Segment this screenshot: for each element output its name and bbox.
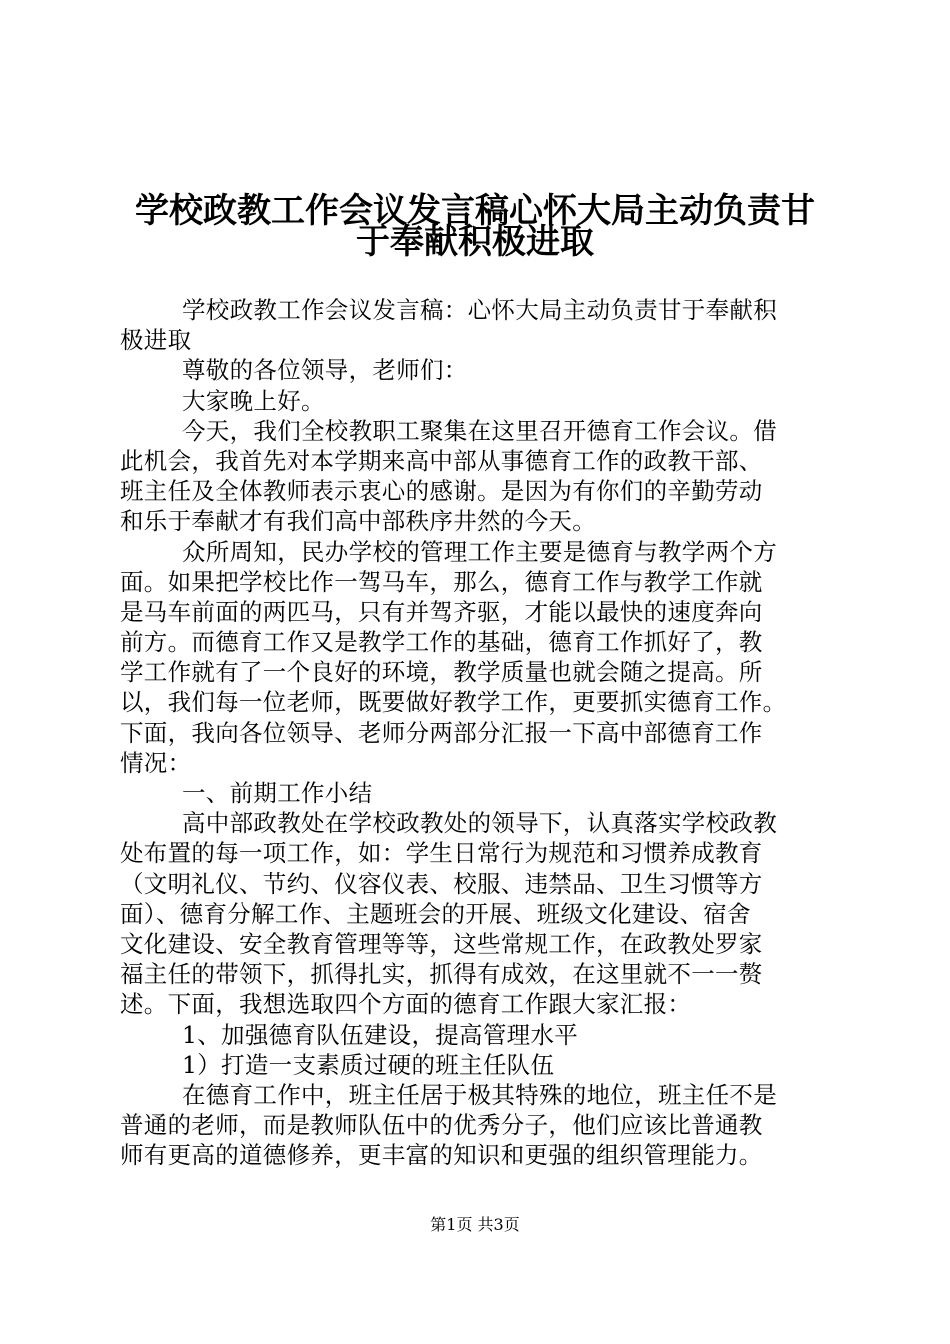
text-line: 此机会，我首先对本学期来高中部从事德育工作的政教干部、 — [120, 446, 763, 475]
document-title-line-1: 学校政教工作会议发言稿心怀大局主动负责甘 — [135, 191, 815, 231]
text-line: 面）、德育分解工作、主题班会的开展、班级文化建设、宿舍 — [120, 899, 751, 928]
document-body — [120, 295, 832, 1170]
text-line: 大家晚上好。 — [182, 386, 325, 415]
text-line: 是马车前面的两匹马，只有并驾齐驱，才能以最快的速度奔向 — [120, 597, 763, 626]
text-line: 高中部政教处在学校政教处的领导下，认真落实学校政教 — [182, 809, 777, 838]
text-line: 在德育工作中，班主任居于极其特殊的地位，班主任不是 — [182, 1080, 777, 1109]
page-footer: 第1页 共3页 — [430, 1215, 520, 1234]
text-line: 文化建设、安全教育管理等等，这些常规工作，在政教处罗家 — [120, 929, 763, 958]
text-line: 和乐于奉献才有我们高中部秩序井然的今天。 — [120, 507, 596, 536]
document-title-line-2: 于奉献积极进取 — [356, 222, 594, 262]
text-line: 一、前期工作小结 — [182, 779, 373, 807]
text-line: 师有更高的道德修养，更丰富的知识和更强的组织管理能力。 — [120, 1141, 763, 1170]
text-line: 学工作就有了一个良好的环境，教学质量也就会随之提高。所 — [120, 658, 763, 687]
text-line: 众所周知，民办学校的管理工作主要是德育与教学两个方 — [182, 537, 777, 566]
text-line: 述。下面，我想选取四个方面的德育工作跟大家汇报： — [120, 990, 692, 1019]
text-line: 面。如果把学校比作一驾马车，那么，德育工作与教学工作就 — [120, 567, 763, 596]
text-line: （文明礼仪、节约、仪容仪表、校服、违禁品、卫生习惯等方 — [120, 869, 763, 898]
text-line: 下面，我向各位领导、老师分两部分汇报一下高中部德育工作 — [120, 718, 763, 747]
text-line: 学校政教工作会议发言稿：心怀大局主动负责甘于奉献积 — [182, 296, 777, 324]
text-line: 1）打造一支素质过硬的班主任队伍 — [182, 1050, 555, 1079]
text-line: 前方。而德育工作又是教学工作的基础，德育工作抓好了，教 — [120, 628, 763, 657]
text-line: 班主任及全体教师表示衷心的感谢。是因为有你们的辛勤劳动 — [120, 477, 763, 506]
text-line: 处布置的每一项工作，如：学生日常行为规范和习惯养成教育 — [120, 839, 763, 868]
text-line: 1、加强德育队伍建设，提高管理水平 — [182, 1020, 579, 1049]
text-line: 普通的老师，而是教师队伍中的优秀分子，他们应该比普通教 — [120, 1111, 763, 1140]
text-line: 极进取 — [120, 326, 192, 355]
text-line: 今天，我们全校教职工聚集在这里召开德育工作会议。借 — [182, 416, 777, 445]
text-line: 福主任的带领下，抓得扎实，抓得有成效，在这里就不一一赘 — [120, 960, 763, 989]
text-line: 以，我们每一位老师，既要做好教学工作，更要抓实德育工作。 — [120, 688, 787, 717]
text-line: 尊敬的各位领导，老师们： — [182, 356, 468, 385]
text-line: 情况： — [120, 748, 192, 777]
